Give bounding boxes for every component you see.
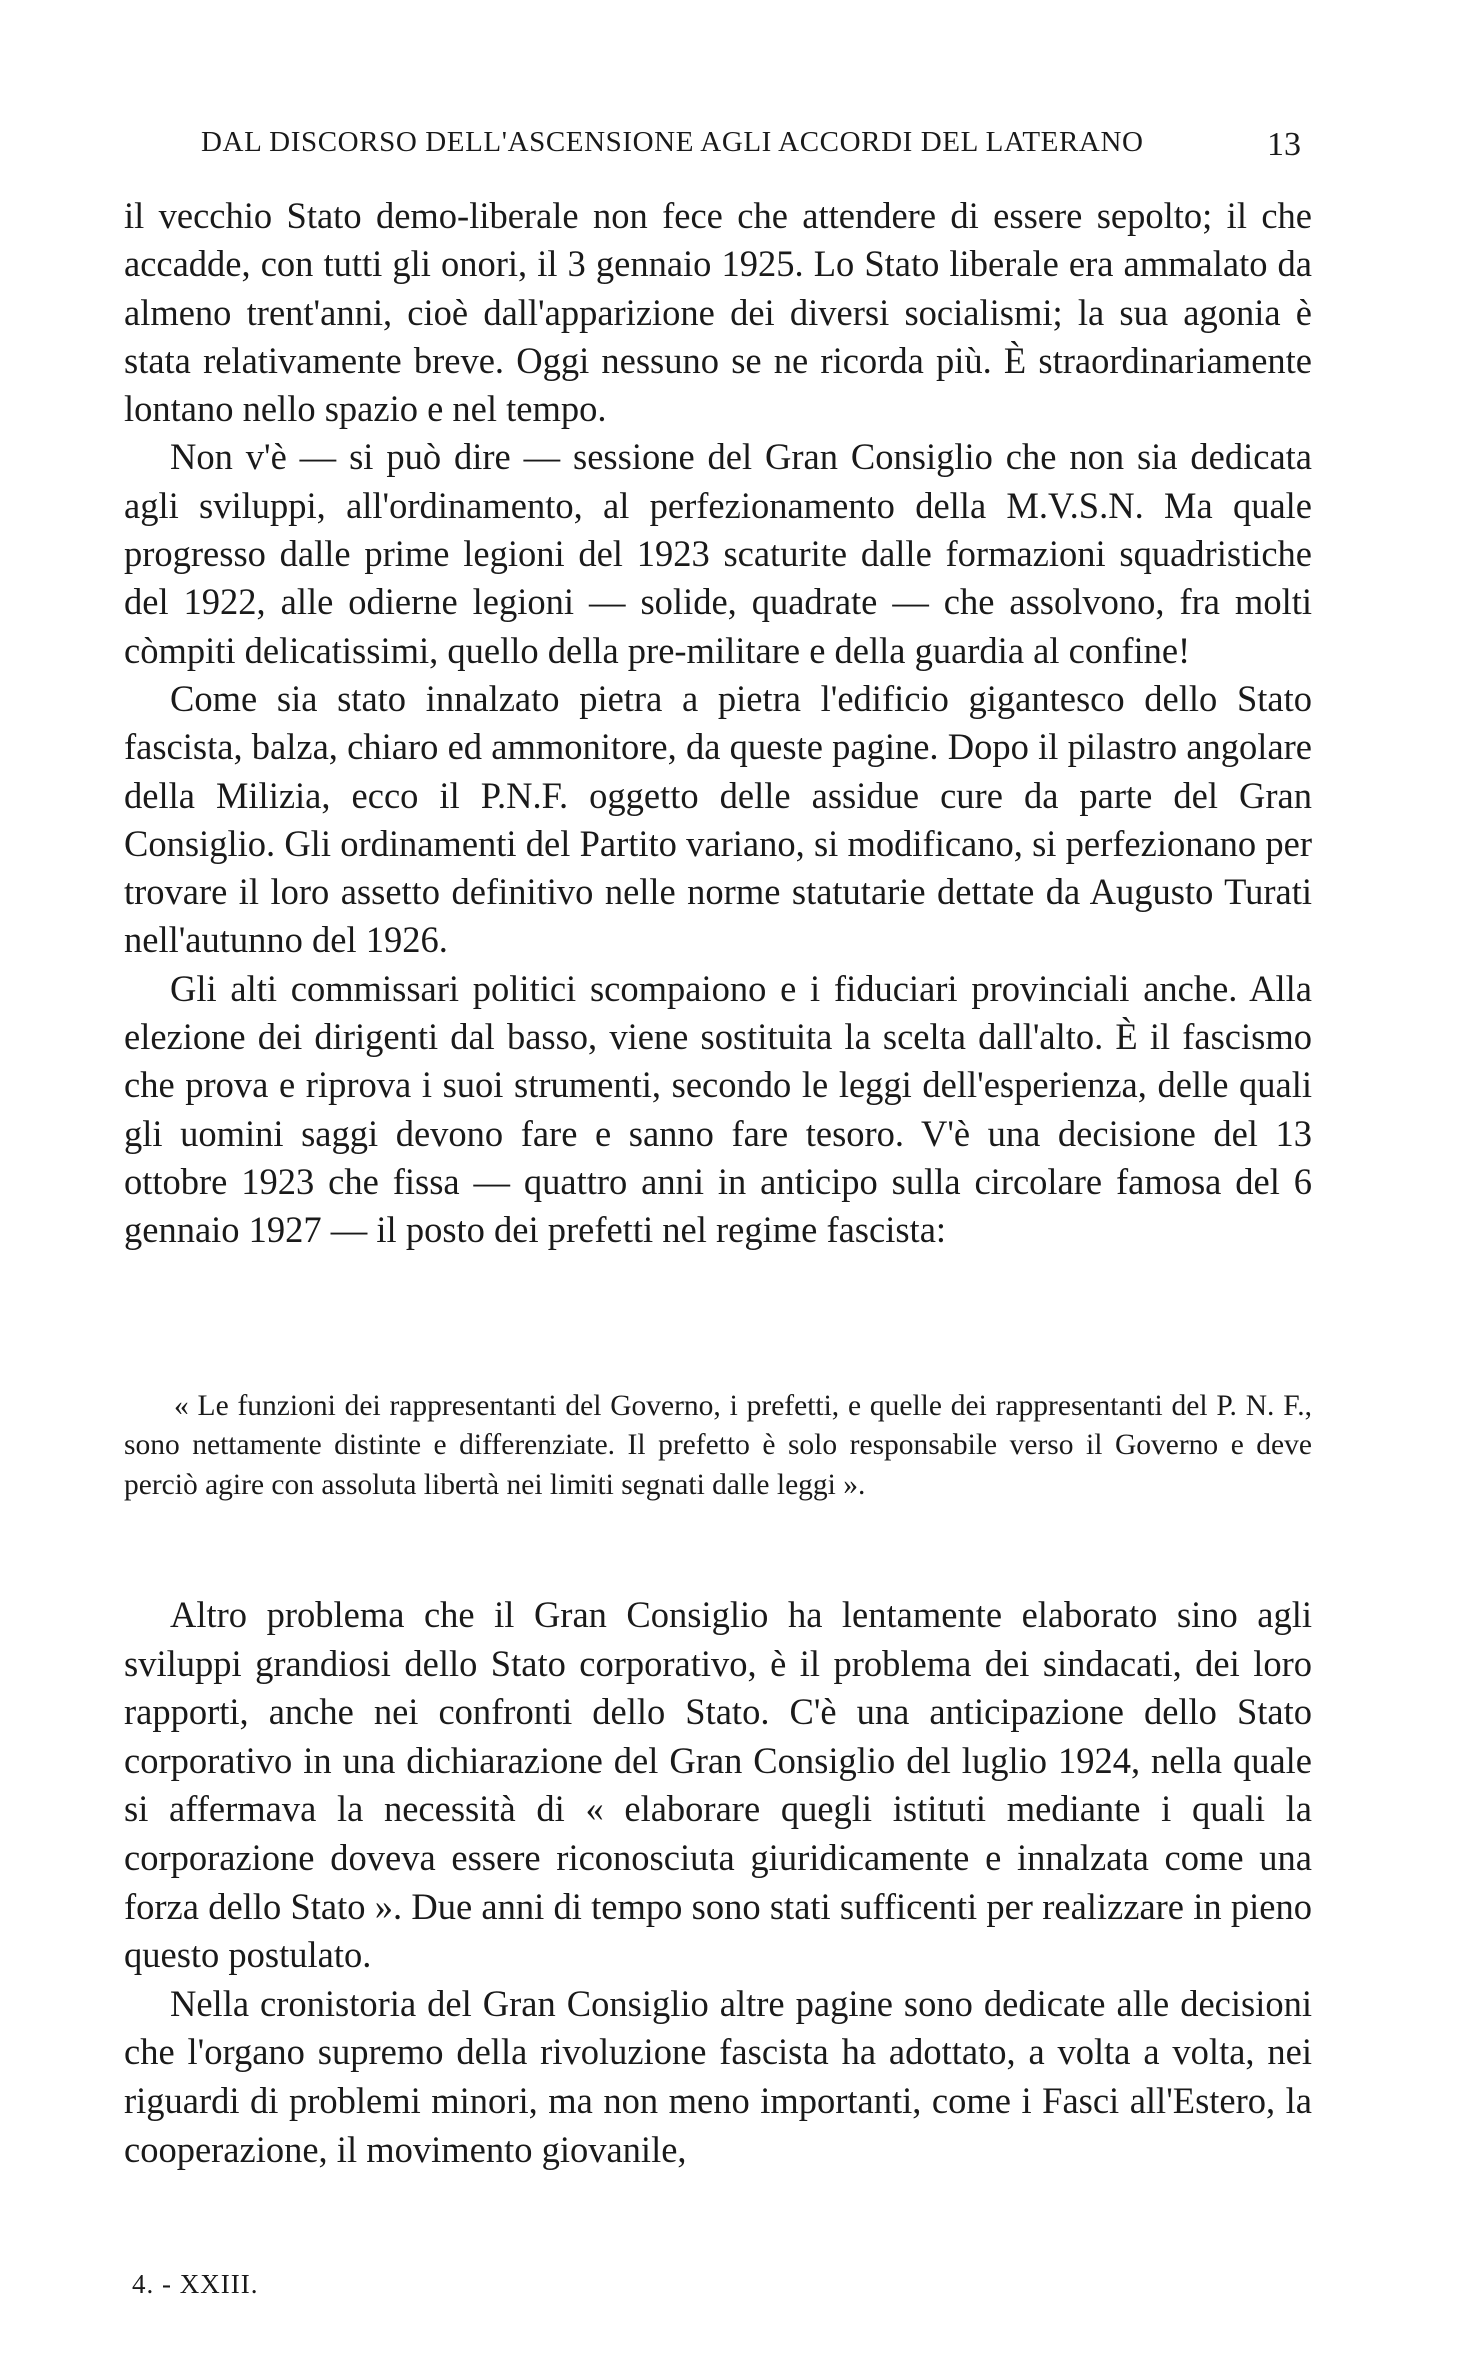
block-quote [124, 1387, 1312, 1505]
paragraph: Come sia stato innalzato pietra a pietra l'edificio gigantesco dello Stato fascista, balza, chiaro ed ammonitore, da queste pagine. Dopo il pilastro angolare della Milizia, ecco il P.N.F. oggetto delle assidue cure da parte del Gran Consiglio. Gli ordinamenti del Partito variano, si modificano, si perfezionano per trovare il loro assetto definitivo nelle norme statutarie dettate da Augusto Turati nell'autunno del 1926. [124, 677, 1312, 961]
body-text-continued [124, 1591, 1312, 2174]
page-number: 13 [1267, 126, 1301, 163]
quote-text: « Le funzioni dei rappresentanti del Governo, i prefetti, e quelle dei rappresentanti del P. N. F., sono nettamente distinte e differenziate. Il prefetto è solo responsabile verso il Governo e deve perciò agire con assoluta libertà nei limiti segnati dalle leggi ». [124, 1390, 1312, 1501]
paragraph: Altro problema che il Gran Consiglio ha lentamente elaborato sino agli sviluppi grandiosi dello Stato corporativo, è il problema dei sindacati, dei loro rapporti, anche nei confronti dello Stato. C'è una anticipazione dello Stato corporativo in una dichiarazione del Gran Consiglio del luglio 1924, nella quale si affermava la necessità di « elaborare quegli istituti mediante i quali la corporazione doveva essere riconosciuta giuridicamente e innalzata come una forza dello Stato ». Due anni di tempo sono stati sufficenti per realizzare in pieno questo postulato. [124, 1594, 1312, 1976]
paragraph: Non v'è — si può dire — sessione del Gran Consiglio che non sia dedicata agli sviluppi, all'ordinamento, al perfezionamento della M.V.S.N. Ma quale progresso dalle prime legioni del 1923 scaturite dalle formazioni squadristiche del 1922, alle odierne legioni — solide, quadrate — che assolvono, fra molti còmpiti delicatissimi, quello della pre-militare e della guardia al confine! [124, 436, 1312, 671]
paragraph: il vecchio Stato demo-liberale non fece che attendere di essere sepolto; il che accadde, con tutti gli onori, il 3 gennaio 1925. Lo Stato liberale era ammalato da almeno trent'anni, cioè dall'apparizione dei diversi socialismi; la sua agonia è stata relativamente breve. Oggi nessuno se ne ricorda più. È straordinariamente lontano nello spazio e nel tempo. [124, 195, 1312, 430]
signature-mark: 4. - XXIII. [132, 2269, 259, 2299]
running-head [201, 126, 1301, 166]
paragraph: Gli alti commissari politici scompaiono e i fiduciari provinciali anche. Alla elezione dei dirigenti dal basso, viene sostituita la scelta dall'alto. È il fascismo che prova e riprova i suoi strumenti, secondo le leggi dell'esperienza, delle quali gli uomini saggi devono fare e sanno fare tesoro. V'è una decisione del 13 ottobre 1923 che fissa — quattro anni in anticipo sulla circolare famosa del 6 gennaio 1927 — il posto dei prefetti nel regime fascista: [124, 967, 1312, 1251]
running-title: DAL DISCORSO DELL'ASCENSIONE AGLI ACCORDI DEL LATERANO [201, 126, 1144, 158]
body-text [124, 192, 1312, 1255]
paragraph: Nella cronistoria del Gran Consiglio altre pagine sono dedicate alle decisioni che l'organo supremo della rivoluzione fascista ha adottato, a volta a volta, nei riguardi di problemi minori, ma non meno importanti, come i Fasci all'Estero, la cooperazione, il movimento giovanile, [124, 1982, 1312, 2170]
